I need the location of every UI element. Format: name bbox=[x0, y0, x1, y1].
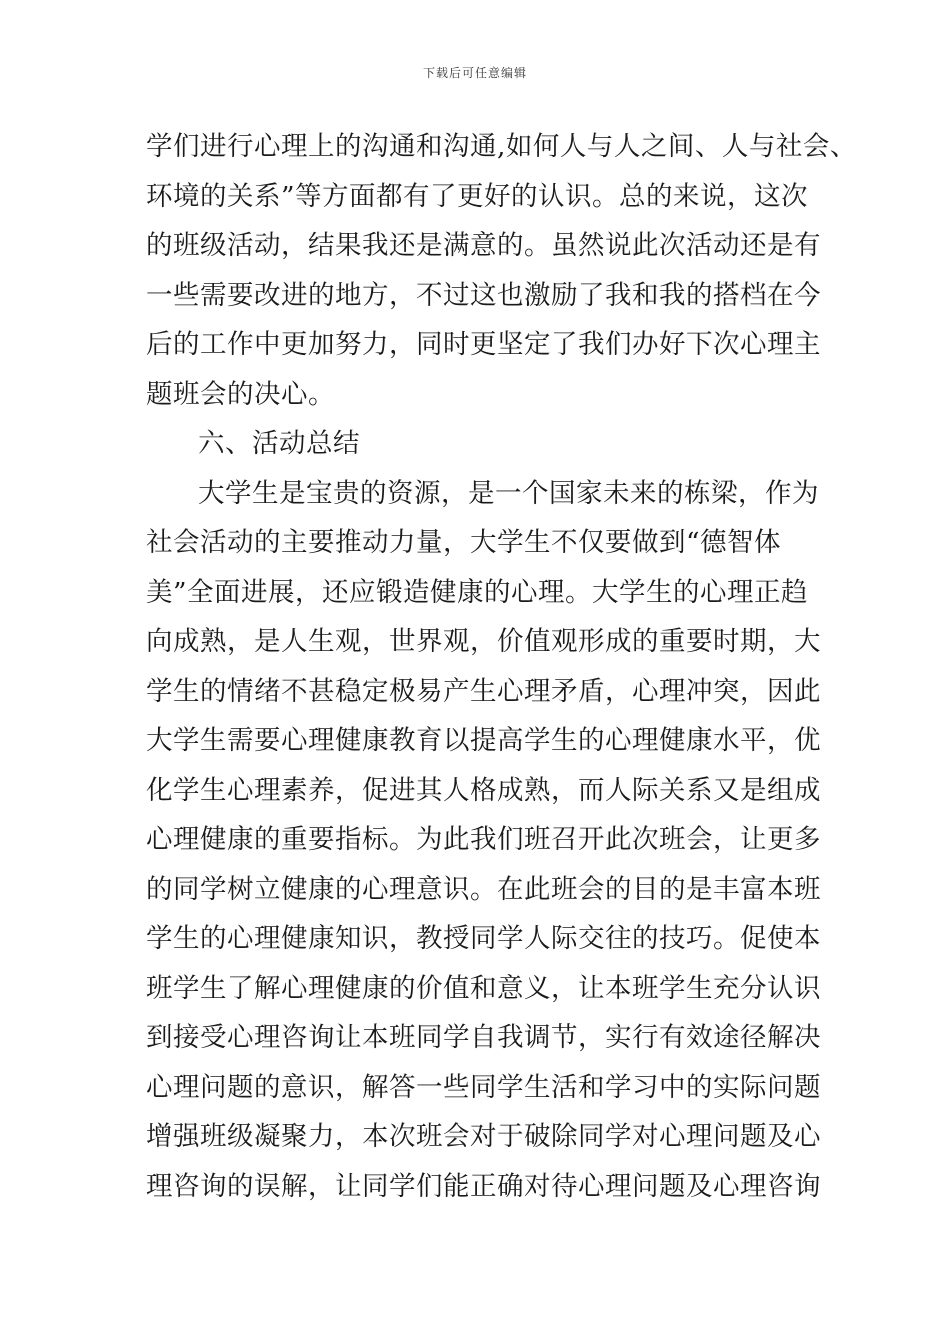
text-line: 学们进行心理上的沟通和沟通,如何人与人之间、人与社会、 bbox=[146, 131, 857, 162]
text-line: 心理健康的重要指标。为此我们班召开此次班会，让更多 bbox=[146, 824, 821, 855]
text-line: 一些需要改进的地方，不过这也激励了我和我的搭档在今 bbox=[146, 279, 821, 311]
text-line: 班学生了解心理健康的价值和意义，让本班学生充分认识 bbox=[146, 972, 821, 1004]
text-line: 环境的关系”等方面都有了更好的认识。总的来说，这次 bbox=[146, 180, 809, 212]
text-line: 学生的情绪不甚稳定极易产生心理矛盾，心理冲突，因此 bbox=[146, 675, 821, 707]
text-line: 心理问题的意识，解答一些同学生活和学习中的实际问题 bbox=[146, 1071, 821, 1103]
text-line: 大学生需要心理健康教育以提高学生的心理健康水平，优 bbox=[146, 725, 821, 756]
body-text bbox=[146, 122, 857, 1211]
text-line: 化学生心理素养，促进其人格成熟，而人际关系又是组成 bbox=[146, 774, 821, 806]
text-line: 后的工作中更加努力，同时更坚定了我们办好下次心理主 bbox=[146, 329, 821, 360]
section-heading: 六、活动总结 bbox=[198, 428, 360, 459]
text-line: 的同学树立健康的心理意识。在此班会的目的是丰富本班 bbox=[146, 873, 821, 905]
page-header: 下载后可任意编辑 bbox=[422, 66, 527, 80]
text-line: 社会活动的主要推动力量，大学生不仅要做到“德智体 bbox=[146, 527, 782, 558]
text-line: 向成熟，是人生观，世界观，价值观形成的重要时期，大 bbox=[146, 626, 821, 657]
text-line: 题班会的决心。 bbox=[146, 378, 335, 410]
text-line: 到接受心理咨询让本班同学自我调节，实行有效途径解决 bbox=[146, 1022, 821, 1053]
text-line: 美”全面进展，还应锻造健康的心理。大学生的心理正趋 bbox=[146, 576, 809, 608]
text-line: 学生的心理健康知识，教授同学人际交往的技巧。促使本 bbox=[146, 923, 821, 954]
paragraph-first-line: 大学生是宝贵的资源，是一个国家未来的栋梁，作为 bbox=[198, 477, 819, 509]
text-line: 的班级活动，结果我还是满意的。虽然说此次活动还是有 bbox=[146, 230, 821, 261]
text-line: 理咨询的误解，让同学们能正确对待心理问题及心理咨询 bbox=[146, 1170, 821, 1202]
text-line: 增强班级凝聚力，本次班会对于破除同学对心理问题及心 bbox=[146, 1121, 821, 1152]
